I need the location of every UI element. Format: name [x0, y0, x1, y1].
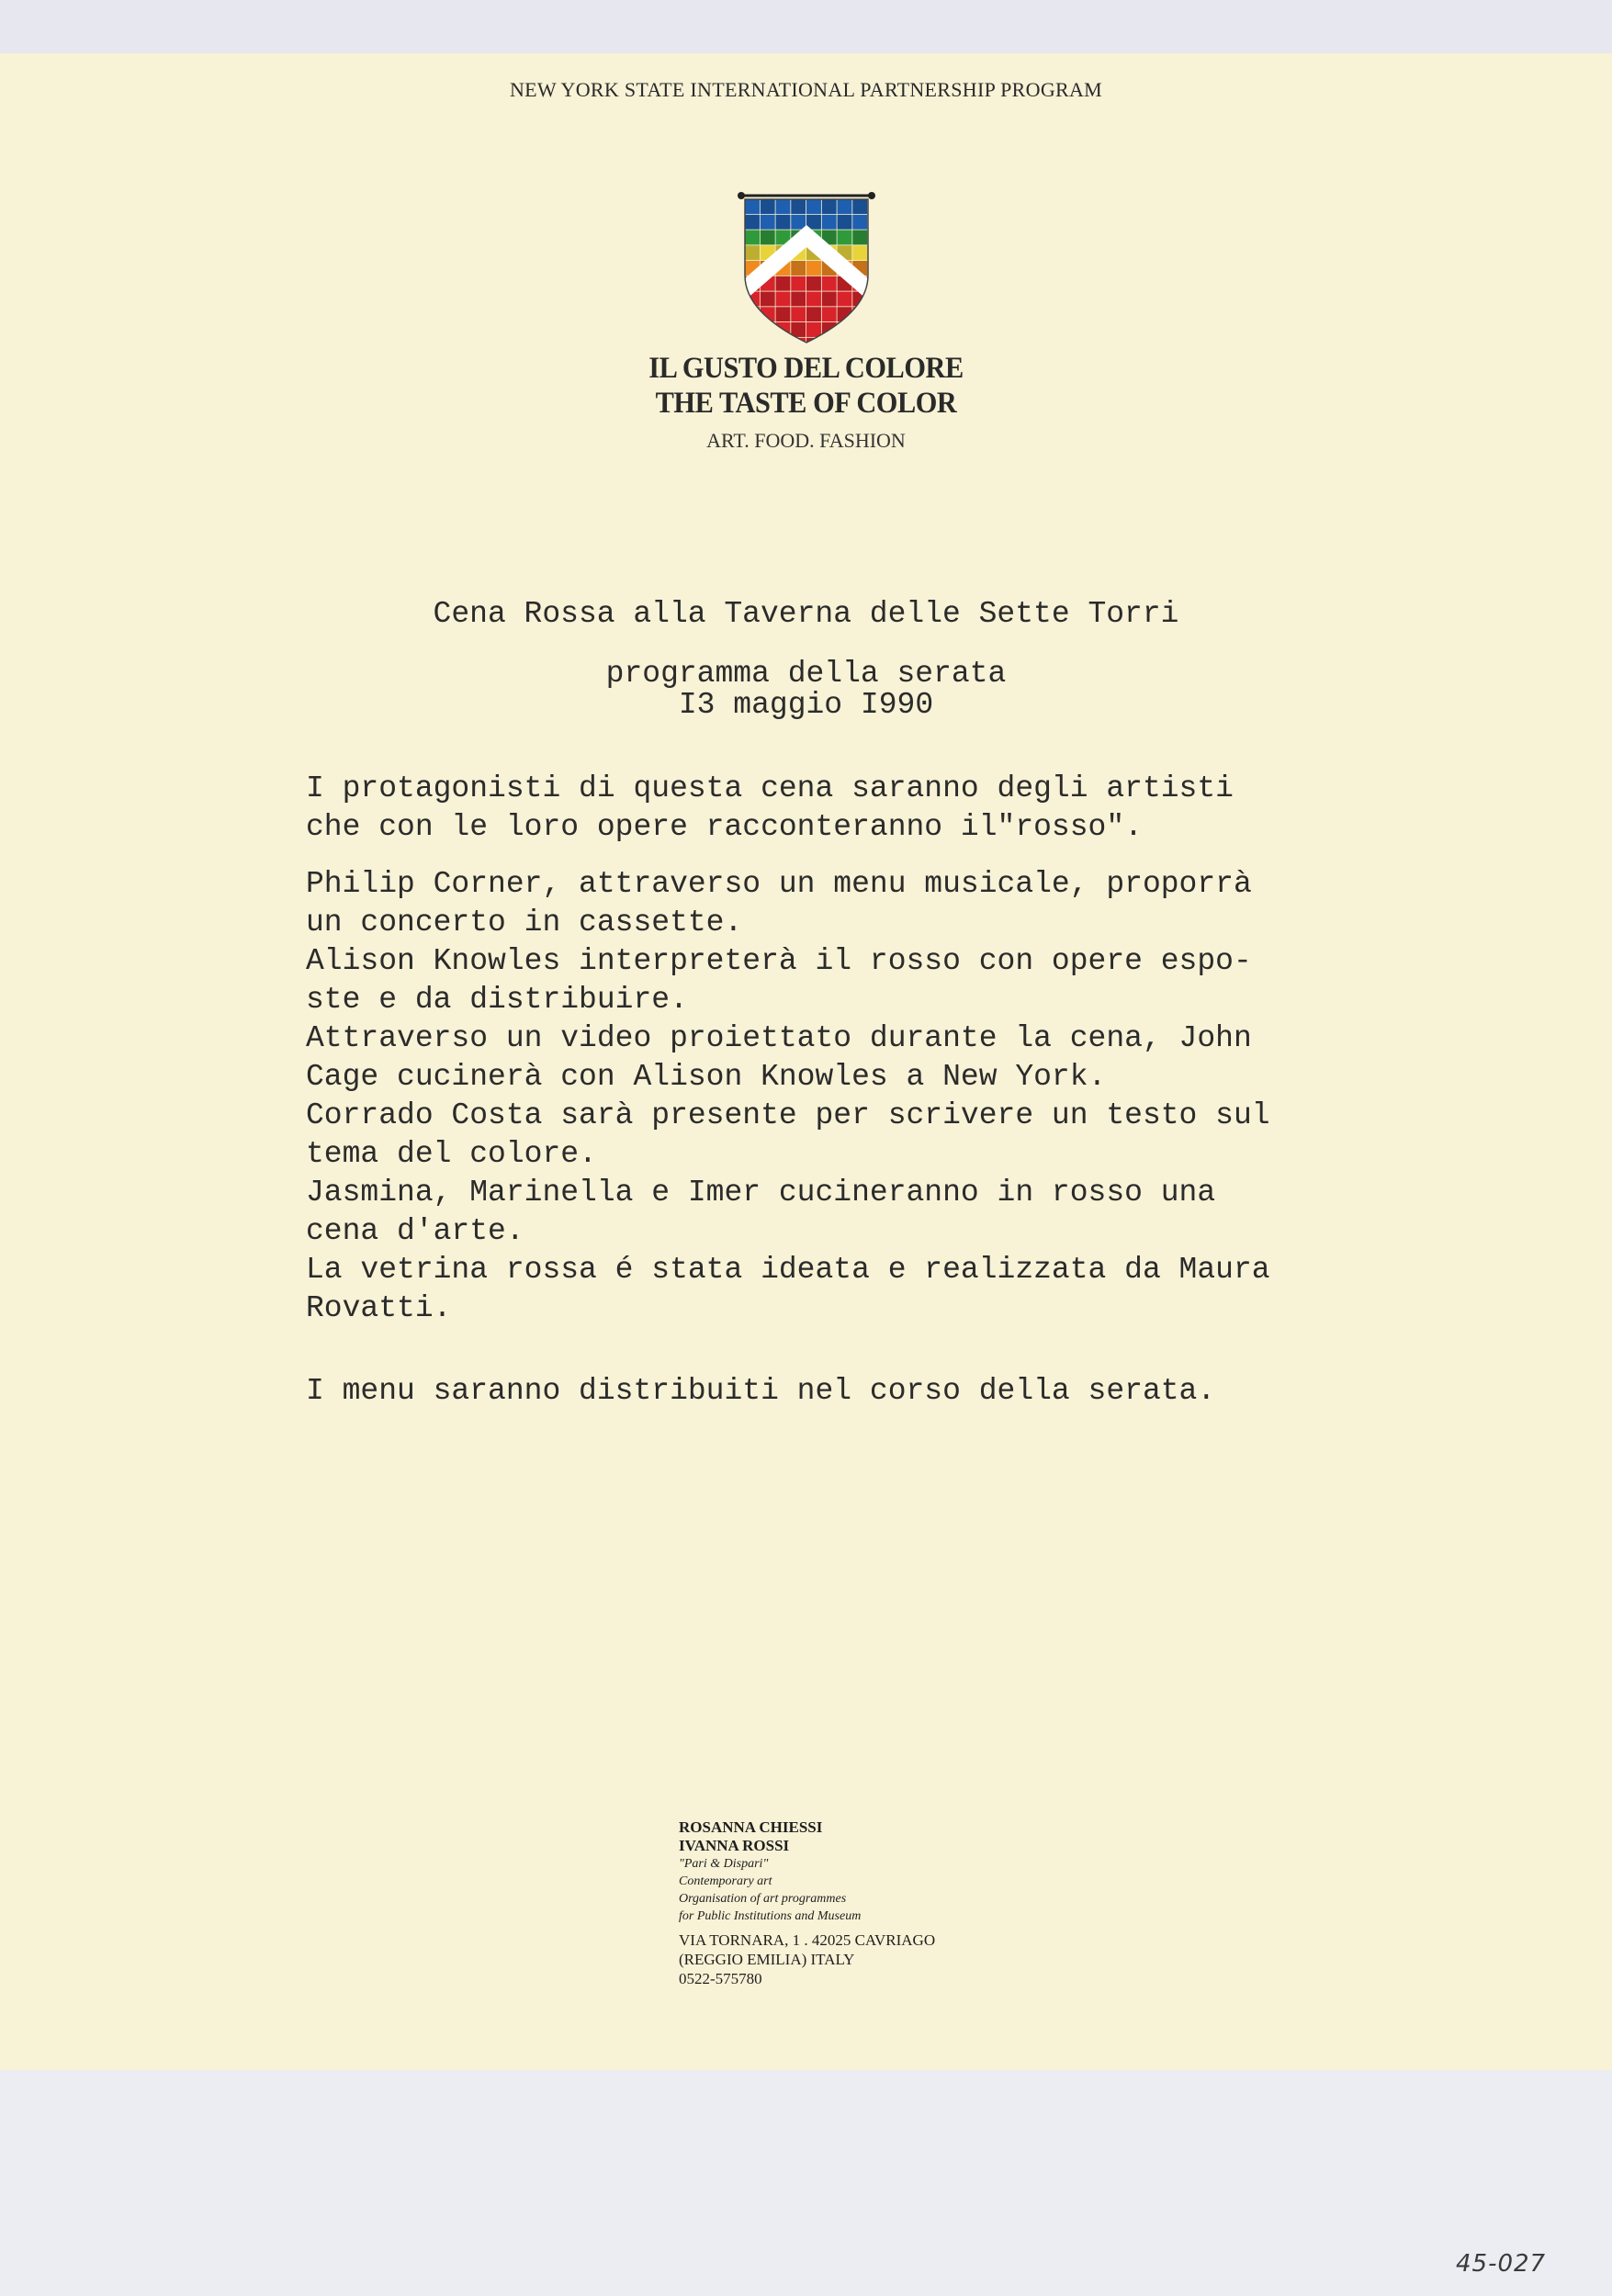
- crest-tile: [761, 199, 775, 214]
- crest-tile: [806, 322, 821, 337]
- body-line: Attraverso un video proiettato durante la cena, John: [306, 1021, 1252, 1055]
- crest-tile: [838, 292, 852, 307]
- crest-tile: [822, 215, 837, 230]
- crest-tile: [776, 276, 791, 291]
- body-line: cena d'arte.: [306, 1214, 524, 1248]
- crest-tile: [806, 276, 821, 291]
- crest-tile: [791, 307, 806, 321]
- intro-line: che con le loro opere racconteranno il"rosso".: [306, 810, 1143, 844]
- crest-tile: [852, 292, 867, 307]
- crest-tile: [806, 292, 821, 307]
- footer-address-2: (REGGIO EMILIA) ITALY: [679, 1951, 855, 1968]
- intro-paragraph: [306, 770, 1408, 847]
- crest-tile: [806, 307, 821, 321]
- crest-tile: [776, 307, 791, 321]
- crest-tile: [838, 322, 852, 337]
- footer-address-1: VIA TORNARA, 1 . 42025 CAVRIAGO: [679, 1931, 936, 1949]
- scan-background-top: [0, 0, 1612, 55]
- crest-tile: [838, 199, 852, 214]
- crest-tile: [806, 199, 821, 214]
- crest-tile: [852, 215, 867, 230]
- crest-tile: [791, 215, 806, 230]
- crest-tile: [776, 292, 791, 307]
- crest-tile: [745, 338, 760, 344]
- crest-tile: [761, 322, 775, 337]
- crest-tile: [822, 307, 837, 321]
- artists-paragraph: [306, 865, 1408, 1328]
- body-line: Corrado Costa sarà presente per scrivere un testo sul: [306, 1098, 1270, 1132]
- crest-tile: [745, 307, 760, 321]
- crest-tile: [745, 215, 760, 230]
- body-line: Cage cucinerà con Alison Knowles a New York.: [306, 1060, 1107, 1094]
- crest-tile: [761, 292, 775, 307]
- event-subtitle: ART. FOOD. FASHION: [706, 429, 906, 452]
- crest-tile: [761, 231, 775, 245]
- event-title-english: THE TASTE OF COLOR: [655, 387, 957, 420]
- program-heading: NEW YORK STATE INTERNATIONAL PARTNERSHIP PROGRAM: [509, 78, 1103, 101]
- crest-tile: [791, 261, 806, 276]
- crest-tile: [776, 199, 791, 214]
- crest-tile: [745, 322, 760, 337]
- program-title: programma della serata: [605, 657, 1007, 691]
- body-line: Jasmina, Marinella e Imer cucineranno in rosso una: [306, 1176, 1216, 1210]
- crest-tile: [791, 199, 806, 214]
- body-line: Alison Knowles interpreterà il rosso con opere espo-: [306, 944, 1252, 978]
- body-line: tema del colore.: [306, 1137, 597, 1171]
- crest-tile: [761, 215, 775, 230]
- crest-tile: [761, 307, 775, 321]
- event-title-italian: IL GUSTO DEL COLORE: [648, 352, 964, 385]
- crest-tile: [822, 199, 837, 214]
- body-line: La vetrina rossa é stata ideata e realizzata da Maura: [306, 1253, 1270, 1287]
- crest-tile: [791, 276, 806, 291]
- crest-tile: [791, 292, 806, 307]
- letterhead-footer: [679, 1818, 1065, 1988]
- footer-name-1: ROSANNA CHIESSI: [679, 1818, 823, 1836]
- crest-tile: [745, 245, 760, 260]
- crest-tile: [761, 338, 775, 344]
- crest-tile: [838, 231, 852, 245]
- crest-tile: [776, 215, 791, 230]
- program-date: I3 maggio I990: [678, 688, 934, 722]
- scan-background-bottom: [0, 2070, 1612, 2296]
- crest-tile: [822, 338, 837, 344]
- crest-tile: [822, 292, 837, 307]
- intro-line: I protagonisti di questa cena saranno degli artisti: [306, 771, 1234, 805]
- crest-tile: [838, 338, 852, 344]
- archive-code: 45-027: [1456, 2250, 1547, 2278]
- closing-paragraph: [306, 1372, 1408, 1411]
- body-line: Rovatti.: [306, 1291, 452, 1325]
- footer-phone: 0522-575780: [679, 1970, 762, 1987]
- crest-tile: [776, 338, 791, 344]
- crest-tile: [806, 261, 821, 276]
- footer-organisation: "Pari & Dispari": [679, 1857, 769, 1871]
- crest-tile: [852, 231, 867, 245]
- footer-description-2: Organisation of art programmes: [679, 1892, 847, 1906]
- crest-tile: [822, 276, 837, 291]
- crest-tile: [745, 199, 760, 214]
- closing-line: I menu saranno distribuiti nel corso della serata.: [306, 1374, 1216, 1408]
- body-line: un concerto in cassette.: [306, 906, 743, 940]
- footer-description-3: for Public Institutions and Museum: [679, 1909, 862, 1923]
- crest-tile: [852, 199, 867, 214]
- crest-tile: [745, 231, 760, 245]
- footer-description-1: Contemporary art: [679, 1874, 772, 1888]
- body-line: ste e da distribuire.: [306, 983, 688, 1017]
- dinner-title: Cena Rossa alla Taverna delle Sette Torri: [433, 597, 1179, 631]
- crest-tile: [838, 215, 852, 230]
- crest-tile: [852, 322, 867, 337]
- crest-tile: [852, 245, 867, 260]
- body-line: Philip Corner, attraverso un menu musicale, proporrà: [306, 867, 1252, 901]
- footer-name-2: IVANNA ROSSI: [679, 1837, 790, 1854]
- shield-crest-icon: [738, 188, 875, 344]
- crest-tile: [852, 338, 867, 344]
